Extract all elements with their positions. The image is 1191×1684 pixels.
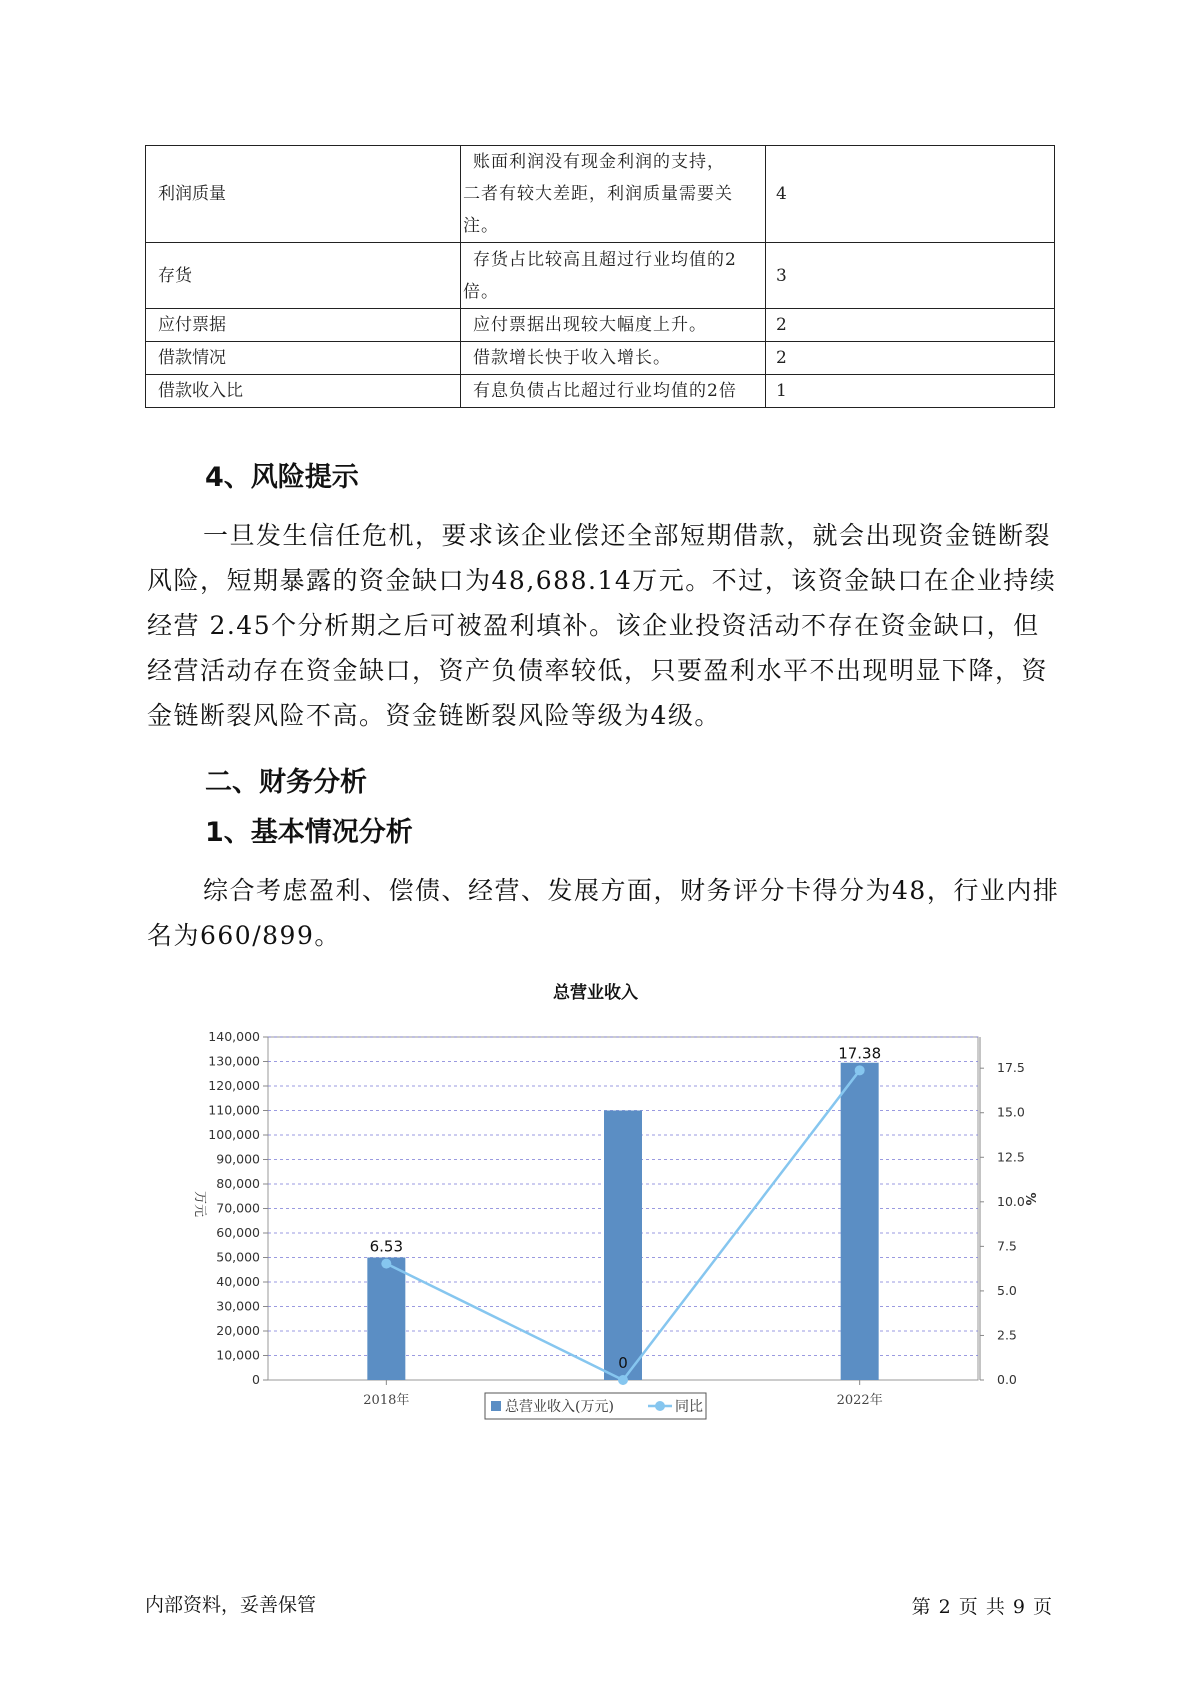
y2-tick-label: 15.0 [997,1104,1025,1120]
description-line: 账面利润没有现金利润的支持， [473,152,725,172]
y-axis-label: 万元 [192,1190,207,1218]
financial-analysis-heading: 二、财务分析 [205,767,367,798]
risk-item-name: 借款情况 [146,342,461,375]
y-tick-label: 80,000 [216,1176,260,1191]
risk-level: 1 [766,375,1055,408]
description-line: 应付票据出现较大幅度上升。 [473,315,707,335]
y-tick-label: 120,000 [208,1078,260,1093]
y-tick-label: 50,000 [216,1249,260,1265]
data-label: 6.53 [369,1237,404,1256]
description-line: 存货占比较高且超过行业均值的2 [473,249,737,270]
risk-item-name: 借款收入比 [146,375,461,408]
y-tick-label: 10,000 [216,1347,260,1363]
y2-tick-label: 17.5 [997,1060,1025,1076]
risk-level: 2 [766,342,1055,375]
y-tick-label: 140,000 [208,1029,260,1044]
y2-tick-label: 12.5 [997,1149,1025,1165]
description-line: 有息负债占比超过行业均值的2倍 [473,381,737,401]
y2-tick-label: 5.0 [997,1282,1017,1298]
y2-axis-label: % [1022,1192,1037,1206]
description-line: 注。 [463,216,499,236]
risk-item-name: 应付票据 [146,309,461,342]
revenue-bar [841,1063,879,1380]
description-line: 借款增长快于收入增长。 [473,348,671,368]
y2-tick-label: 2.5 [997,1327,1017,1343]
risk-warning-heading: 4、风险提示 [205,462,359,493]
y-tick-label: 100,000 [208,1127,260,1142]
y-tick-label: 90,000 [216,1151,260,1167]
y-tick-label: 110,000 [208,1102,260,1118]
y-tick-label: 60,000 [216,1225,260,1240]
risk-level: 2 [766,309,1055,342]
risk-level: 4 [766,146,1055,243]
data-label: 0 [618,1354,628,1372]
revenue-bar [604,1111,642,1381]
footer-confidential: 内部资料，妥善保管 [145,1594,317,1616]
x-tick-label: 2022年 [836,1393,883,1408]
chart-title: 总营业收入 [553,983,638,1003]
legend-bar-swatch [491,1401,501,1411]
revenue-bar [367,1258,405,1381]
y2-tick-label: 10.0 [997,1193,1025,1209]
yoy-point [855,1065,865,1075]
y-tick-label: 70,000 [216,1200,260,1216]
basic-analysis-heading: 1、基本情况分析 [205,817,413,848]
risk-item-name: 利润质量 [146,146,461,243]
y-tick-label: 130,000 [208,1053,260,1069]
risk-item-name: 存货 [146,243,461,309]
legend-bar-label: 总营业收入(万元) [505,1399,614,1415]
risk-level: 3 [766,243,1055,309]
yoy-point [618,1375,628,1385]
description-line: 二者有较大差距，利润质量需要关 [463,184,733,204]
y-tick-label: 40,000 [216,1274,260,1289]
legend-line-label: 同比 [675,1399,703,1415]
y2-tick-label: 0.0 [997,1372,1017,1387]
y-tick-label: 20,000 [216,1323,260,1338]
x-tick-label: 2018年 [363,1393,410,1408]
y-tick-label: 30,000 [216,1298,260,1314]
yoy-point [381,1259,391,1269]
description-line: 倍。 [463,281,499,302]
basic-analysis-paragraph: 综合考虑盈利、偿债、经营、发展方面，财务评分卡得分为48，行业内排名为660/899。 [147,876,1060,950]
y-tick-label: 0 [252,1372,260,1387]
legend-line-marker [655,1401,665,1411]
y2-tick-label: 7.5 [997,1238,1017,1254]
data-label: 17.38 [838,1044,882,1063]
footer-page-number: 第 2 页 共 9 页 [911,1596,1053,1618]
risk-warning-paragraph: 一旦发生信任危机，要求该企业偿还全部短期借款，就会出现资金链断裂风险，短期暴露的资金缺口为48,688.14万元。不过，该资金缺口在企业持续经营 2.45个分析期之后可被盈利填补。该企业投资活动不存在资金缺口，但经营活动存在资金缺口，资产负债率较低，只要盈利水平不出现明显下降，资金链断裂风险不高。资金链断裂风险等级为4级。 [147,521,1057,730]
